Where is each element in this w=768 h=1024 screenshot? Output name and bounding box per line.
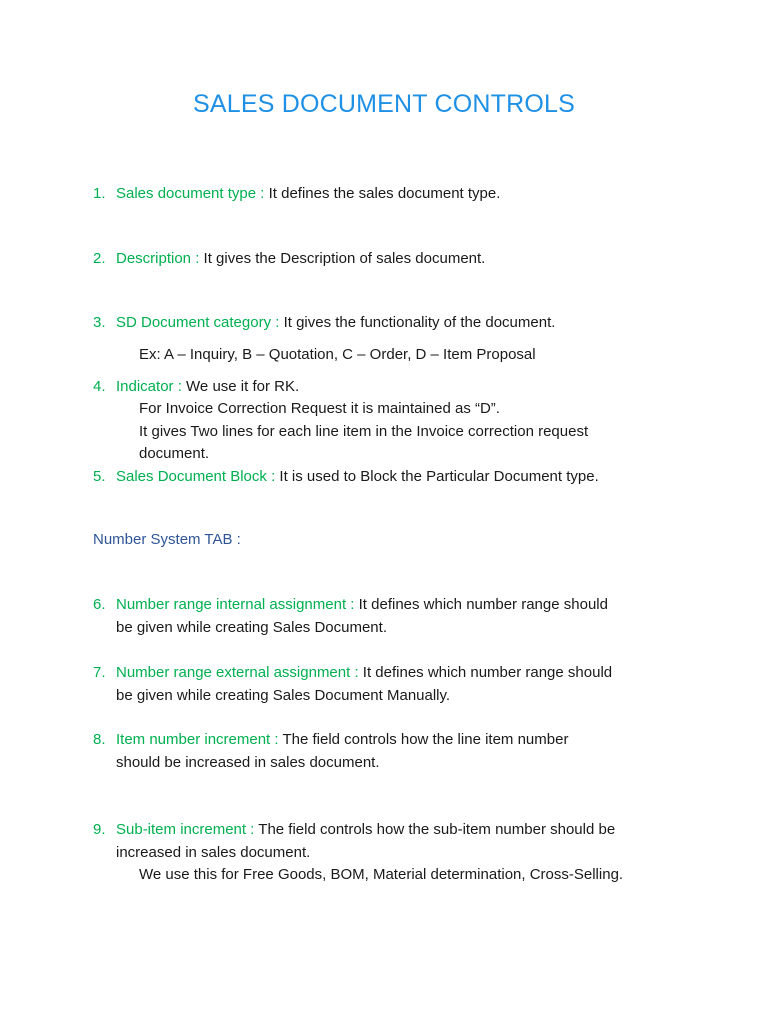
- item-number: 5.: [93, 468, 106, 485]
- item-number: 2.: [93, 250, 106, 267]
- item-note: We use this for Free Goods, BOM, Material determination, Cross-Selling.: [139, 866, 624, 883]
- item-text: It defines which number range should: [362, 664, 613, 681]
- list-item: [93, 183, 703, 206]
- item-label: Sales document type :: [116, 185, 265, 202]
- item-text: The field controls how the sub-item number should be: [258, 821, 616, 838]
- item-label: Number range external assignment :: [116, 664, 359, 681]
- item-label: Sales Document Block :: [116, 468, 276, 485]
- list-item: [93, 312, 703, 335]
- item-note: It gives Two lines for each line item in the Invoice correction request: [139, 423, 589, 440]
- item-continuation: should be increased in sales document.: [116, 753, 380, 771]
- item-label: SD Document category :: [116, 314, 280, 331]
- item-label: Description :: [116, 250, 200, 267]
- item-label: Number range internal assignment :: [116, 596, 355, 613]
- item-number: 7.: [93, 664, 106, 681]
- item-text: It gives the Description of sales document.: [203, 250, 486, 267]
- item-number: 1.: [93, 185, 106, 202]
- item-number: 8.: [93, 731, 106, 748]
- item-text: It defines the sales document type.: [268, 185, 501, 202]
- list-item: [93, 594, 703, 639]
- section-heading: Number System TAB :: [93, 531, 241, 548]
- item-number: 3.: [93, 314, 106, 331]
- list-item: [93, 466, 703, 489]
- item-number: 6.: [93, 596, 106, 613]
- item-text: We use it for RK.: [186, 378, 300, 395]
- item-example: Ex: A – Inquiry, B – Quotation, C – Order, D – Item Proposal: [139, 346, 536, 363]
- item-number: 4.: [93, 378, 106, 395]
- item-text: It is used to Block the Particular Document type.: [279, 468, 599, 485]
- item-label: Indicator :: [116, 378, 182, 395]
- item-label: Item number increment :: [116, 731, 279, 748]
- item-continuation: be given while creating Sales Document.: [116, 618, 387, 636]
- item-note: document.: [139, 445, 210, 462]
- page-title: SALES DOCUMENT CONTROLS: [193, 90, 575, 118]
- list-item: [93, 248, 703, 271]
- item-text: The field controls how the line item number: [282, 731, 569, 748]
- item-continuation: be given while creating Sales Document Manually.: [116, 686, 451, 704]
- item-continuation: increased in sales document.: [116, 843, 311, 861]
- item-note: For Invoice Correction Request it is maintained as “D”.: [139, 400, 500, 417]
- item-number: 9.: [93, 821, 106, 838]
- list-item: [93, 376, 703, 399]
- item-text: It gives the functionality of the document.: [283, 314, 556, 331]
- list-item: [93, 729, 703, 774]
- item-text: It defines which number range should: [358, 596, 608, 613]
- list-item: [93, 819, 703, 864]
- list-item: [93, 662, 703, 707]
- item-label: Sub-item increment :: [116, 821, 255, 838]
